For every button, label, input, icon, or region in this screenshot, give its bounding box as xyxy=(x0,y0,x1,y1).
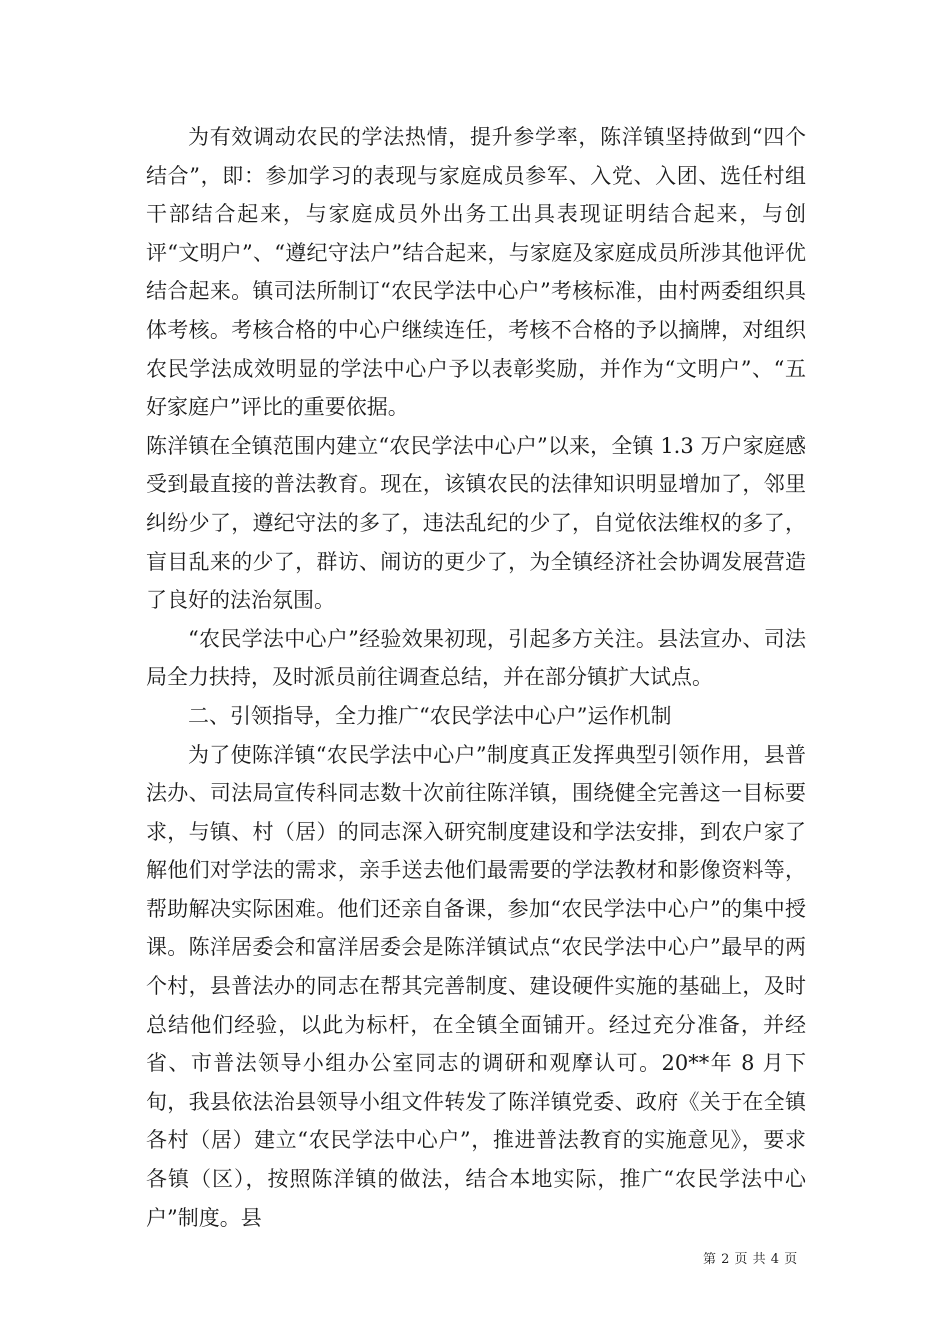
document-body xyxy=(146,118,806,1237)
paragraph-four-combinations: 为有效调动农民的学法热情，提升参学率，陈洋镇坚持做到“四个结合”，即：参加学习的表现与家庭成员参军、入党、入团、选任村组干部结合起来，与家庭成员外出务工出具表现证明结合起来，与创评“文明户”、“遵纪守法户”结合起来，与家庭及家庭成员所涉其他评优结合起来。镇司法所制订“农民学法中心户”考核标准，由村两委组织具体考核。考核合格的中心户继续连任，考核不合格的予以摘牌，对组织农民学法成效明显的学法中心户予以表彰奖励，并作为“文明户”、“五好家庭户”评比的重要依据。 xyxy=(146,125,806,420)
paragraph-results: 陈洋镇在全镇范围内建立“农民学法中心户”以来，全镇 1.3 万户家庭感受到最直接的普法教育。现在，该镇农民的法律知识明显增加了，邻里纠纷少了，遵纪守法的多了，违法乱纪的少了，自觉依法维权的多了，盲目乱来的少了，群访、闹访的更少了，为全镇经济社会协调发展营造了良好的法治氛围。 xyxy=(146,433,806,613)
paragraph-promotion: 为了使陈洋镇“农民学法中心户”制度真正发挥典型引领作用，县普法办、司法局宣传科同志数十次前往陈洋镇，围绕健全完善这一目标要求，与镇、村（居）的同志深入研究制度建设和学法安排，到农户家了解他们对学法的需求，亲手送去他们最需要的学法教材和影像资料等，帮助解决实际困难。他们还亲自备课，参加“农民学法中心户”的集中授课。陈洋居委会和富洋居委会是陈洋镇试点“农民学法中心户”最早的两个村，县普法办的同志在帮其完善制度、建设硬件实施的基础上，及时总结他们经验，以此为标杆，在全镇全面铺开。经过充分准备，并经省、市普法领导小组办公室同志的调研和观摩认可。20**年 8 月下旬，我县依法治县领导小组文件转发了陈洋镇党委、政府《关于在全镇各村（居）建立“农民学法中心户”，推进普法教育的实施意见》，要求各镇（区），按照陈洋镇的做法，结合本地实际，推广“农民学法中心户”制度。县 xyxy=(146,742,806,1230)
section-heading: 二、引领指导，全力推广“农民学法中心户”运作机制 xyxy=(188,703,672,728)
paragraph-attention: “农民学法中心户”经验效果初现，引起多方关注。县法宣办、司法局全力扶持，及时派员前往调查总结，并在部分镇扩大试点。 xyxy=(146,626,806,690)
page-number-footer: 第 2 页 共 4 页 xyxy=(703,1252,798,1267)
